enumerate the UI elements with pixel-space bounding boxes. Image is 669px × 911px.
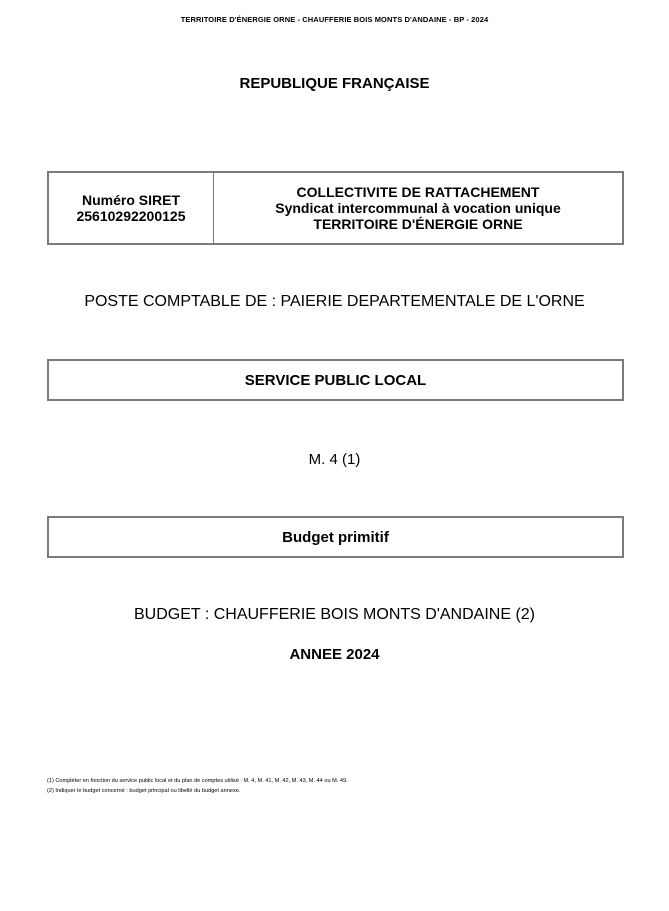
siret-cell xyxy=(49,173,214,243)
siret-label: Numéro SIRET xyxy=(81,192,180,208)
service-label: SERVICE PUBLIC LOCAL xyxy=(244,371,427,389)
poste-comptable: POSTE COMPTABLE DE : PAIERIE DEPARTEMENTALE DE L'ORNE xyxy=(84,293,585,310)
collectivite-label: COLLECTIVITE DE RATTACHEMENT xyxy=(296,184,540,200)
identity-table xyxy=(47,171,624,245)
footnotes xyxy=(47,776,627,796)
annee: ANNEE 2024 xyxy=(289,646,380,663)
collectivite-cell xyxy=(214,173,622,243)
budget-type-label: Budget primitif xyxy=(282,528,389,546)
running-header: TERRITOIRE D'ÉNERGIE ORNE - CHAUFFERIE BOIS MONTS D'ANDAINE - BP - 2024 xyxy=(180,15,489,24)
footnote-1: (1) Compléter en fonction du service public local et du plan de comptes utilisé : M. 4, M. 41, M. 42, M. 43, M. 44 ou M. 49. xyxy=(47,778,348,784)
siret-value: 25610292200125 xyxy=(76,208,186,224)
footnote-2: (2) Indiquer le budget concerné : budget principal ou libellé du budget annexe. xyxy=(47,788,241,794)
budget-type-box xyxy=(47,516,624,558)
collectivite-type: Syndicat intercommunal à vocation unique xyxy=(275,200,561,216)
service-box xyxy=(47,359,624,401)
republic-title: REPUBLIQUE FRANÇAISE xyxy=(239,75,430,92)
collectivite-name: TERRITOIRE D'ÉNERGIE ORNE xyxy=(313,216,523,232)
nomenclature: M. 4 (1) xyxy=(308,451,361,468)
budget-name: BUDGET : CHAUFFERIE BOIS MONTS D'ANDAINE (2) xyxy=(133,606,536,623)
